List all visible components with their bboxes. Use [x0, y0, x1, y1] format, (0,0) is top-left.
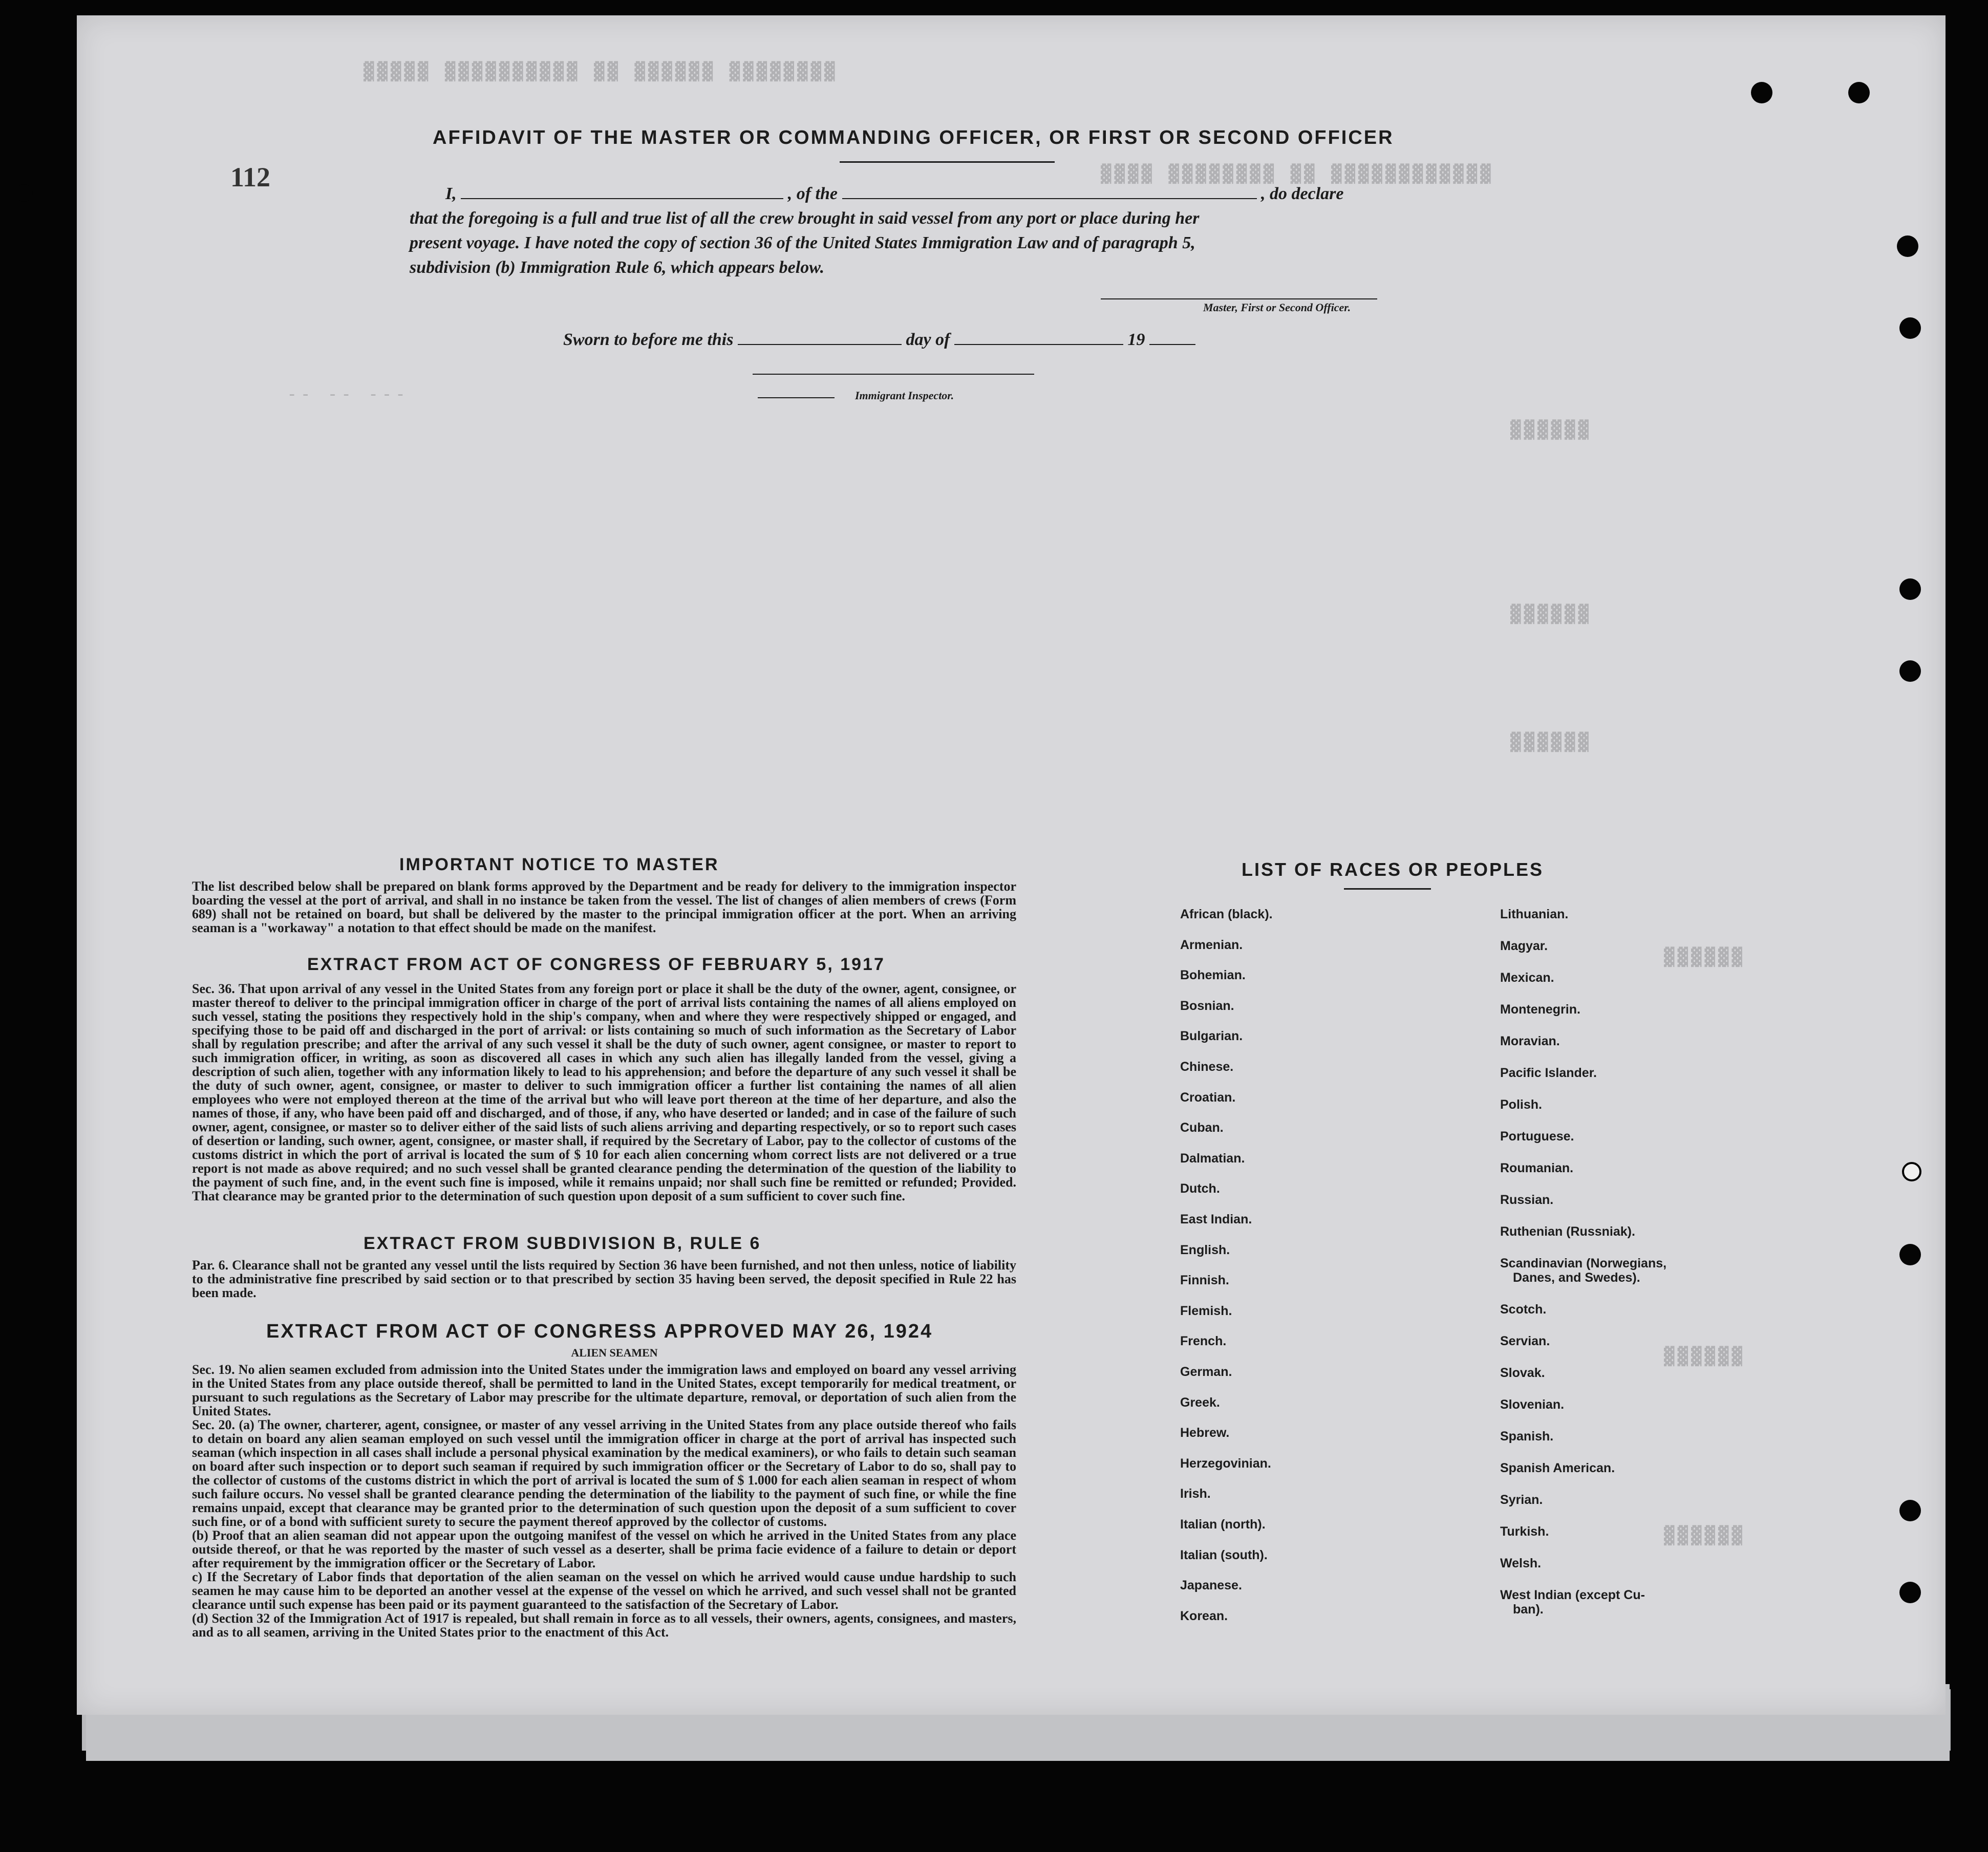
alien-seamen-subtitle: ALIEN SEAMEN	[571, 1346, 658, 1359]
sworn-date-blank	[738, 344, 902, 345]
race-item: Irish.	[1180, 1487, 1211, 1501]
race-item: Bohemian.	[1180, 968, 1246, 983]
race-item: Italian (south).	[1180, 1547, 1268, 1562]
affidavit-declare: , do declare	[1261, 184, 1344, 203]
race-item: Croatian.	[1180, 1090, 1236, 1105]
day-of-text: day of	[906, 330, 950, 349]
race-item: Mexican.	[1500, 971, 1554, 985]
race-item: Slovak.	[1500, 1366, 1545, 1380]
race-item: Servian.	[1500, 1334, 1550, 1348]
year-blank	[1149, 344, 1195, 345]
race-item: Herzegovinian.	[1180, 1456, 1271, 1471]
sec-20d-paragraph: (d) Section 32 of the Immigration Act of 1917 is repealed, but shall remain in force as to all vessels, their owners, agents, consignees, and masters, and as to all seamen, arriving in the United States prior to the enactment of this Act.	[192, 1611, 1016, 1640]
race-item: Lithuanian.	[1500, 907, 1569, 921]
affidavit-line3: present voyage. I have noted the copy of section 36 of the United States Immigration Law and of paragraph 5,	[410, 233, 1195, 252]
race-item: Portuguese.	[1500, 1129, 1574, 1144]
notice-text: The list described below shall be prepared on blank forms approved by the Department and be ready for delivery to the immigration inspector boarding the vessel at the port of arrival, and shall in no instance be taken from the vessel. The list of changes of alien members of crews (Form 689) shall not be retained on board, but shall be delivered by the master to the principal immigration officer at the port. When an arriving seaman is a "workaway" a notation to that effect should be made on the manifest.	[192, 879, 1016, 935]
affidavit-line1	[445, 184, 1459, 204]
bleed-through: ▓▓▓▓▓ ▓▓▓▓▓▓▓▓▓▓ ▓▓ ▓▓▓▓▓▓ ▓▓▓▓▓▓▓▓ ▓▓▓▓ ▓▓▓▓▓▓▓▓ ▓▓ ▓▓▓▓▓▓▓▓▓▓▓▓ -- -- --- ▓▓▓▓▓▓ ▓▓▓▓▓▓ ▓▓▓▓▓▓ ▓▓▓▓▓▓ ▓▓▓▓▓▓ ▓▓▓▓▓▓	[287, 61, 1745, 1546]
race-item: Greek.	[1180, 1395, 1220, 1410]
master-signature-line	[1101, 298, 1377, 299]
extract-1924-title: EXTRACT FROM ACT OF CONGRESS APPROVED MAY 26, 1924	[266, 1321, 933, 1342]
sec-20c-paragraph: c) If the Secretary of Labor finds that deportation of the alien seaman on the vessel on which he arrived would cause undue hardship to such seamen he may cause him to be deported an another vessel at the expense of the vessel on which he arrived, and such vessel shall not be granted clearance until such expense has been paid or its payment guaranteed to the satisfaction of the Secretary of Labor.	[192, 1569, 1016, 1612]
punch-hole	[1902, 1162, 1921, 1181]
sworn-line	[563, 330, 1195, 350]
race-item: Scotch.	[1500, 1302, 1547, 1317]
month-blank	[954, 344, 1123, 345]
race-item: Chinese.	[1180, 1060, 1234, 1074]
race-item: Polish.	[1500, 1097, 1542, 1112]
race-item: Turkish.	[1500, 1524, 1549, 1539]
race-item: Armenian.	[1180, 937, 1243, 952]
extract-1917-title: EXTRACT FROM ACT OF CONGRESS OF FEBRUARY 5, 1917	[307, 955, 885, 974]
inspector-caption: Immigrant Inspector.	[855, 389, 954, 402]
affidavit-title: AFFIDAVIT OF THE MASTER OR COMMANDING OFFICER, OR FIRST OR SECOND OFFICER	[433, 127, 1394, 148]
race-item: Moravian.	[1500, 1034, 1560, 1048]
race-item: Spanish American.	[1500, 1461, 1615, 1475]
race-item: Montenegrin.	[1500, 1002, 1580, 1017]
race-item: Japanese.	[1180, 1578, 1242, 1593]
race-item: Korean.	[1180, 1608, 1228, 1623]
race-item: East Indian.	[1180, 1212, 1252, 1226]
sec-19-paragraph: Sec. 19. No alien seamen excluded from admission into the United States under the immigration laws and employed on board any vessel arriving in the United States from any place outside thereof, shall be permitted to land in the United States, except temporarily for medical treatment, or pursuant to such regulations as the Secretary of Labor may prescribe for the ultimate departure, removal, or deportation of such alien from the United States.	[192, 1362, 1016, 1418]
races-underline	[1344, 888, 1431, 890]
punch-hole	[15, 184, 33, 202]
inspector-signature-line	[753, 374, 1034, 375]
race-item: Pacific Islander.	[1500, 1066, 1597, 1080]
inspector-dash	[758, 397, 835, 398]
punch-hole	[1899, 1582, 1921, 1603]
sec-20a-paragraph: Sec. 20. (a) The owner, charterer, agent, consignee, or master of any vessel arriving in the United States from any place outside thereof who fails to detain on board any alien seaman employed on such vessel until the immigration officer in charge at the port of arrival has inspected such seaman (which inspection in all cases shall include a personal physical examination by the medical examiners), or who fails to detain such seaman on board after such inspection or to deport such seaman if required by such immigration officer or the Secretary of Labor to do so, shall pay to the collector of customs of the customs district in which the port of arrival is located the sum of $ 1.000 for each alien seaman in respect of whom such failure occurs. No vessel shall be granted clearance pending the determination of the liability to the payment of such fine, or while the fine remains unpaid, except that clearance may be granted prior to the determination of such question upon the deposit of a sum sufficient to cover such fine, or of a bond with sufficient surety to secure the payment thereof approved by the collector of customs.	[192, 1417, 1016, 1529]
race-item: Cuban.	[1180, 1121, 1224, 1135]
punch-hole	[1899, 1244, 1921, 1265]
punch-hole	[1897, 235, 1918, 257]
race-item: Welsh.	[1500, 1556, 1542, 1570]
vessel-blank	[842, 198, 1257, 199]
race-item: Roumanian.	[1500, 1161, 1574, 1175]
rule6-title: EXTRACT FROM SUBDIVISION B, RULE 6	[364, 1234, 761, 1253]
race-item: Italian (north).	[1180, 1517, 1266, 1532]
race-item: Danes, and Swedes).	[1513, 1270, 1640, 1285]
sec-20b-paragraph: (b) Proof that an alien seaman did not appear upon the outgoing manifest of the vessel on which he arrived in the United States from any place outside thereof, or that he was reported by the master of such vessel as a deserter, shall be prima facie evidence of a failure to detain or deport after requirement by the immigration officer or the Secretary of Labor.	[192, 1528, 1016, 1570]
race-item: Spanish.	[1500, 1429, 1554, 1444]
extract-1917-text: Sec. 36. That upon arrival of any vessel in the United States from any foreign port or place it shall be the duty of the owner, agent, consignee, or master thereof to deliver to the principal immigration officer in charge of the port of arrival lists containing the names of all aliens employed on such vessel, stating the positions they respectively hold in the ship's company, when and where they were respectively shipped or engaged, and specifying those to be paid off and discharged in the port of arrival: or lists containing so much of such information as the Secretary of Labor shall by regulation prescribe; and after the arrival of any such vessel it shall be the duty of such owner, agent consignee, or master to report to such immigration officer, in writing, as soon as discovered all cases in which any such alien has illegally landed from the vessel, giving a description of such alien, together with any information likely to lead to his apprehension; and before the departure of any such vessel it shall be the duty of such owner, agent, consignee, or master to deliver to such immigration officer a further list containing the names of all alien employees who were not employed thereon at the time of the arrival but who will leave port thereon at the time of her departure, and also the names of those, if any, who have been paid off and discharged, and of those, if any, who have deserted or landed; and in case of the failure of such owner, agent, consignee, or master so to deliver either of the said lists of such aliens arriving and departing respectively, or so to report such cases of desertion or landing, such owner, agent, consignee, or master shall, if required by the Secretary of Labor, pay to the collector of customs of the customs district in which the port of arrival is located the sum of $ 10 for each alien concerning whom correct lists are not delivered or a true report is not made as above required; and no such vessel shall be granted clearance pending the determination of the question of the liability to the payment of such fine, and, in the event such fine is imposed, while it remains unpaid; nor shall such fine be remitted or refunded; Provided. That clearance may be granted prior to the determination of such question upon deposit of a sum sufficient to cover such fine.	[192, 981, 1016, 1203]
race-item: West Indian (except Cu-	[1500, 1588, 1645, 1602]
race-item: Hebrew.	[1180, 1426, 1230, 1440]
race-item: Finnish.	[1180, 1273, 1229, 1288]
punch-hole	[1751, 82, 1772, 103]
race-item: Scandinavian (Norwegians,	[1500, 1256, 1667, 1270]
affidavit-of-the: , of the	[787, 184, 838, 203]
punch-hole	[1899, 1500, 1921, 1521]
master-signature-caption: Master, First or Second Officer.	[1203, 301, 1351, 314]
race-item: Ruthenian (Russniak).	[1500, 1224, 1635, 1239]
race-item: German.	[1180, 1365, 1232, 1379]
year-prefix: 19	[1127, 330, 1145, 349]
race-item: Flemish.	[1180, 1303, 1232, 1318]
title-underline	[840, 161, 1055, 163]
extract-1924-text	[192, 1363, 1016, 1639]
punch-hole	[1899, 317, 1921, 339]
punch-hole	[1899, 660, 1921, 682]
race-item: ban).	[1513, 1602, 1544, 1617]
race-item: Dalmatian.	[1180, 1151, 1245, 1166]
punch-hole	[1899, 578, 1921, 600]
race-item: Russian.	[1500, 1193, 1554, 1207]
race-item: Bulgarian.	[1180, 1029, 1243, 1044]
race-item: African (black).	[1180, 907, 1273, 921]
notice-title: IMPORTANT NOTICE TO MASTER	[399, 855, 719, 874]
affidavit-line2: that the foregoing is a full and true list of all the crew brought in said vessel from any port or place during her	[410, 209, 1200, 228]
race-item: Syrian.	[1500, 1493, 1543, 1507]
race-item: Dutch.	[1180, 1181, 1220, 1196]
stamp-number: 112	[230, 162, 271, 192]
races-title: LIST OF RACES OR PEOPLES	[1242, 859, 1544, 880]
race-item: Magyar.	[1500, 939, 1548, 953]
rule6-text: Par. 6. Clearance shall not be granted any vessel until the lists required by Section 36 have been furnished, and not then unless, notice of liability to the administrative fine prescribed by said section or to that prescribed by section 35 having been served, the deposit specified in Rule 22 has been made.	[192, 1258, 1016, 1300]
manifest-page	[77, 15, 1946, 1715]
name-blank	[461, 198, 783, 199]
punch-hole	[1848, 82, 1870, 103]
race-item: Bosnian.	[1180, 998, 1234, 1013]
affidavit-line4: subdivision (b) Immigration Rule 6, which appears below.	[410, 258, 825, 277]
race-item: English.	[1180, 1242, 1230, 1257]
sworn-text: Sworn to before me this	[563, 330, 734, 349]
race-item: French.	[1180, 1334, 1227, 1349]
race-item: Slovenian.	[1500, 1397, 1565, 1412]
affidavit-i: I,	[445, 184, 457, 203]
